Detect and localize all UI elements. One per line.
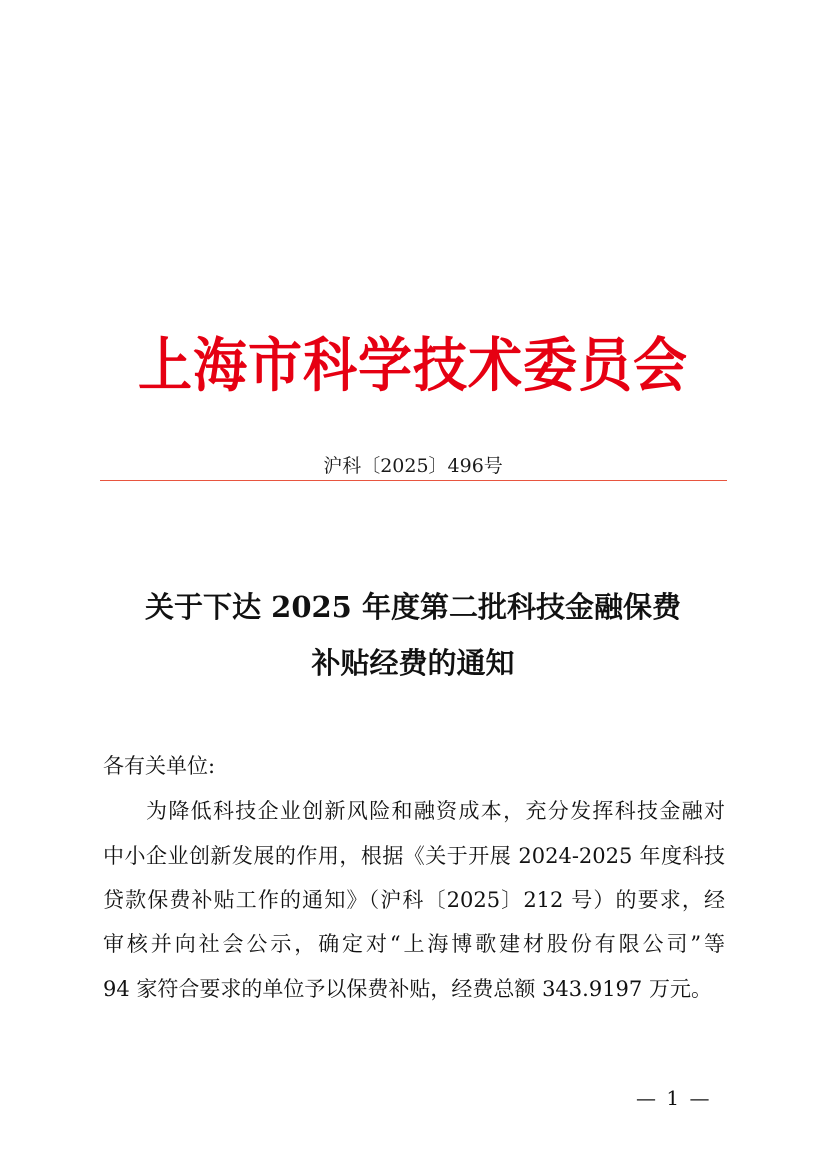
- notice-title-line-2: 补贴经费的通知: [311, 646, 515, 680]
- body-paragraph-line: 中小企业创新发展的作用，根据《关于开展 2024-2025 年度科技: [103, 844, 725, 868]
- body-paragraph-line: 94 家符合要求的单位予以保费补贴，经费总额 343.9197 万元。: [103, 977, 712, 1001]
- document-number: 沪科〔2025〕496号: [323, 455, 503, 477]
- page-number: — 1 —: [636, 1086, 712, 1110]
- issuer-name: 上海市科学技术委员会: [138, 330, 688, 400]
- salutation: 各有关单位:: [103, 754, 216, 778]
- body-paragraph-line: 审核并向社会公示，确定对“上海博歌建材股份有限公司”等: [103, 932, 725, 956]
- body-paragraph-line: 贷款保费补贴工作的通知》（沪科〔2025〕212 号）的要求，经: [103, 888, 725, 912]
- notice-title-line-1: 关于下达 2025 年度第二批科技金融保费: [145, 590, 681, 624]
- body-paragraph-line: 为降低科技企业创新风险和融资成本，充分发挥科技金融对: [146, 799, 725, 823]
- header-divider: [100, 480, 727, 481]
